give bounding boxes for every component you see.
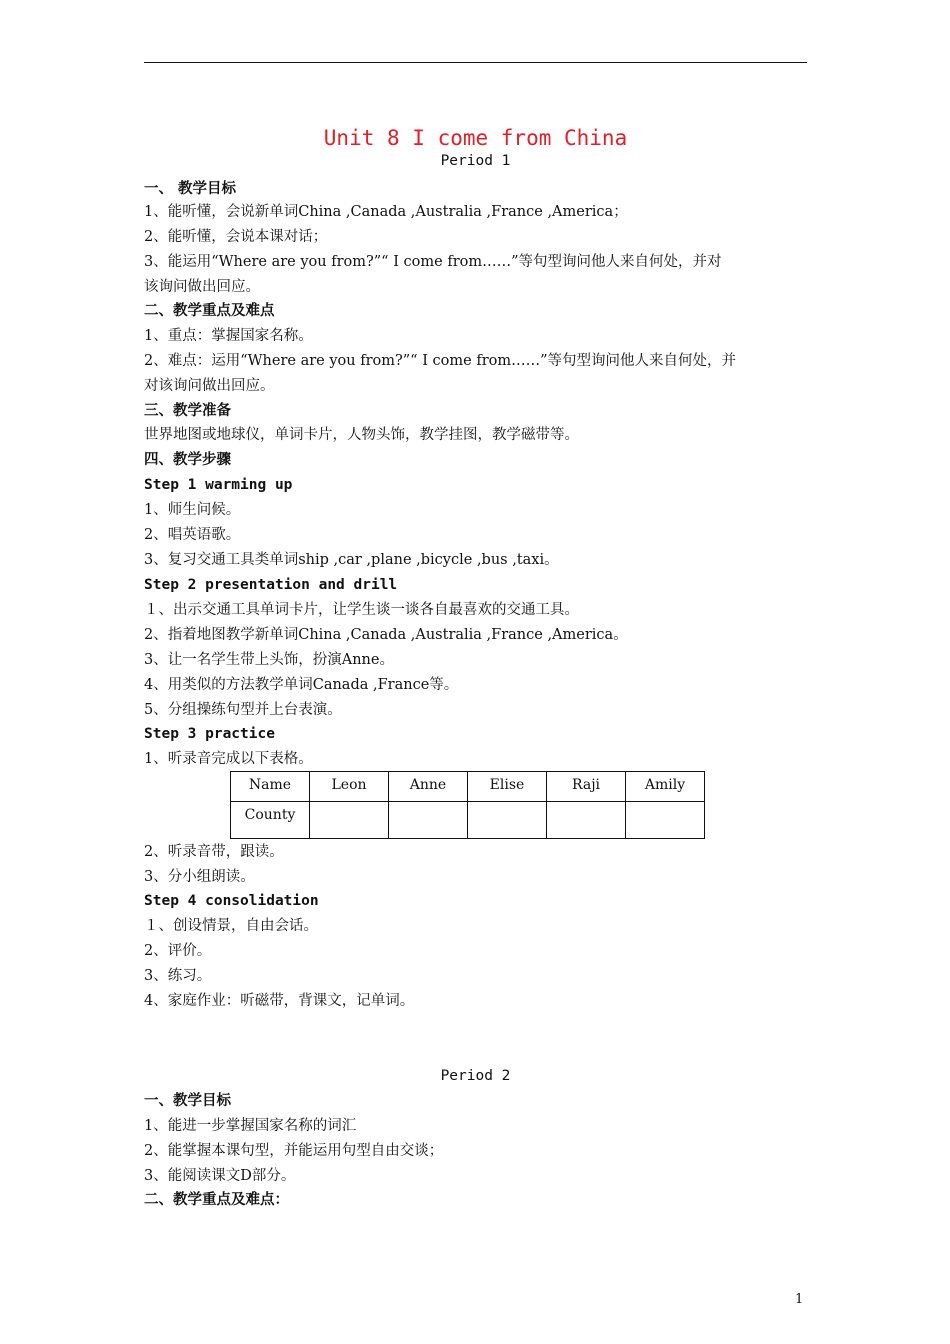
step-3-heading: Step 3 practice	[144, 726, 275, 742]
step1-item: 3、复习交通工具类单词ship ,car ,plane ,bicycle ,bus ,taxi。	[144, 552, 559, 568]
table-cell: Elise	[468, 772, 547, 802]
s1-item: 该询问做出回应。	[144, 279, 260, 295]
s1-item: 2、能听懂，会说本课对话；	[144, 229, 328, 245]
step1-item: 2、唱英语歌。	[144, 527, 241, 543]
table-cell: Raji	[547, 772, 626, 802]
step4-item: 4、家庭作业：听磁带，背课文，记单词。	[144, 993, 415, 1009]
table-cell: Leon	[310, 772, 389, 802]
page-number: 1	[795, 1292, 804, 1307]
table-row	[231, 802, 705, 839]
table-cell	[626, 802, 705, 839]
table-cell: Anne	[389, 772, 468, 802]
table-cell	[389, 802, 468, 839]
header-rule	[144, 62, 807, 63]
s2-item: 1、重点：掌握国家名称。	[144, 328, 313, 344]
section-1-heading: 一、 教学目标	[144, 180, 237, 197]
step3-item: 2、听录音带，跟读。	[144, 844, 284, 860]
step-2-heading: Step 2 presentation and drill	[144, 577, 398, 593]
period-1-label: Period 1	[440, 153, 511, 169]
section-4-heading: 四、教学步骤	[144, 451, 231, 468]
step2-item: 2、指着地图教学新单词China ,Canada ,Australia ,France ,America。	[144, 627, 628, 643]
p2-s1-item: 1、能进一步掌握国家名称的词汇	[144, 1118, 357, 1134]
step1-item: 1、师生问候。	[144, 502, 241, 518]
p2-section-1-heading: 一、教学目标	[144, 1092, 231, 1109]
period-2-label: Period 2	[440, 1068, 511, 1084]
s2-item: 对该询问做出回应。	[144, 378, 275, 394]
s1-item: 1、能听懂，会说新单词China ,Canada ,Australia ,France ,America；	[144, 204, 628, 220]
step4-item: １、创设情景，自由会话。	[144, 918, 318, 934]
section-2-heading: 二、教学重点及难点	[144, 302, 275, 319]
table-cell	[547, 802, 626, 839]
step4-item: 3、练习。	[144, 968, 212, 984]
step3-item: 1、听录音完成以下表格。	[144, 751, 313, 767]
p2-s1-item: 2、能掌握本课句型，并能运用句型自由交谈；	[144, 1143, 444, 1159]
step2-item: 4、用类似的方法教学单词Canada ,France等。	[144, 677, 459, 693]
step4-item: 2、评价。	[144, 943, 212, 959]
step3-item: 3、分小组朗读。	[144, 869, 255, 885]
table-cell: County	[231, 802, 310, 839]
step-1-heading: Step 1 warming up	[144, 477, 293, 493]
table-row	[231, 772, 705, 802]
country-table	[230, 771, 705, 839]
s1-item: 3、能运用“Where are you from?”“ I come from……”等句型询问他人来自何处，并对	[144, 254, 722, 270]
document-title: Unit 8 I come from China	[323, 126, 628, 150]
s2-item: 2、难点：运用“Where are you from?”“ I come from……”等句型询问他人来自何处，并	[144, 353, 737, 369]
step2-item: 5、分组操练句型并上台表演。	[144, 702, 342, 718]
table-cell	[468, 802, 547, 839]
table-cell	[310, 802, 389, 839]
p2-s1-item: 3、能阅读课文D部分。	[144, 1168, 296, 1184]
step-4-heading: Step 4 consolidation	[144, 893, 319, 909]
table-cell: Name	[231, 772, 310, 802]
table-cell: Amily	[626, 772, 705, 802]
s3-text: 世界地图或地球仪，单词卡片，人物头饰，教学挂图，教学磁带等。	[144, 427, 579, 443]
step2-item: 3、让一名学生带上头饰，扮演Anne。	[144, 652, 394, 668]
p2-section-2-heading: 二、教学重点及难点：	[144, 1191, 289, 1208]
section-3-heading: 三、教学准备	[144, 402, 231, 419]
step2-item: １、出示交通工具单词卡片，让学生谈一谈各自最喜欢的交通工具。	[144, 602, 579, 618]
